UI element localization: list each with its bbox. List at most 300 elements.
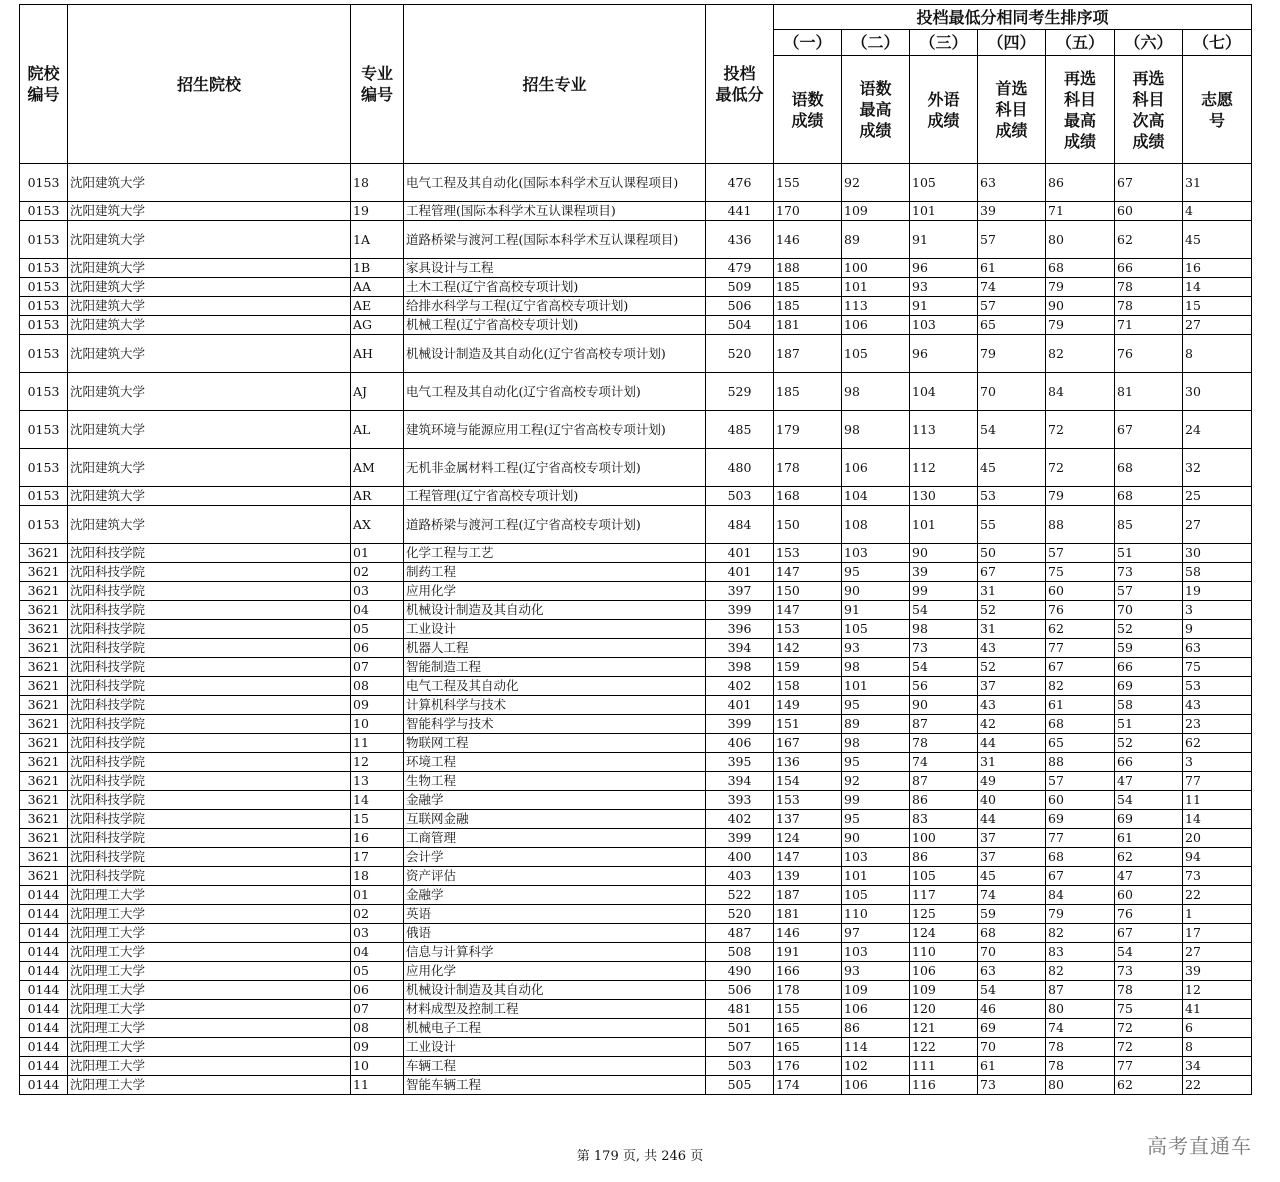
cell-sort-6: 81: [1115, 373, 1183, 411]
cell-sort-5: 75: [1046, 563, 1115, 582]
cell-sort-7: 94: [1183, 848, 1252, 867]
cell-sort-7: 8: [1183, 335, 1252, 373]
cell-sort-2: 98: [842, 734, 910, 753]
header-sort-num: （一）: [774, 30, 842, 56]
cell-school-code: 0153: [20, 297, 68, 316]
cell-sort-1: 151: [774, 715, 842, 734]
table-row: [20, 449, 1252, 487]
cell-major-name: 计算机科学与技术: [404, 696, 706, 715]
cell-sort-7: 27: [1183, 316, 1252, 335]
cell-sort-5: 57: [1046, 772, 1115, 791]
cell-sort-1: 153: [774, 544, 842, 563]
cell-sort-2: 110: [842, 905, 910, 924]
cell-sort-3: 91: [910, 297, 978, 316]
cell-sort-7: 9: [1183, 620, 1252, 639]
cell-sort-7: 32: [1183, 449, 1252, 487]
cell-major-name: 生物工程: [404, 772, 706, 791]
cell-sort-4: 67: [978, 563, 1046, 582]
header-major-code: 专业 编号: [351, 5, 404, 164]
cell-major-code: 08: [351, 677, 404, 696]
cell-major-name: 化学工程与工艺: [404, 544, 706, 563]
header-sort-num: （六）: [1115, 30, 1183, 56]
cell-school-name: 沈阳科技学院: [68, 829, 351, 848]
cell-major-code: 16: [351, 829, 404, 848]
cell-sort-1: 185: [774, 297, 842, 316]
table-row: [20, 943, 1252, 962]
table-row: [20, 753, 1252, 772]
cell-sort-4: 37: [978, 677, 1046, 696]
cell-major-code: 1A: [351, 221, 404, 259]
cell-sort-7: 14: [1183, 810, 1252, 829]
cell-major-code: 06: [351, 981, 404, 1000]
cell-school-name: 沈阳科技学院: [68, 791, 351, 810]
cell-sort-7: 27: [1183, 943, 1252, 962]
cell-sort-2: 98: [842, 373, 910, 411]
cell-min-score: 503: [706, 487, 774, 506]
cell-sort-4: 45: [978, 867, 1046, 886]
cell-sort-1: 178: [774, 449, 842, 487]
cell-sort-7: 14: [1183, 278, 1252, 297]
cell-min-score: 504: [706, 316, 774, 335]
cell-sort-1: 146: [774, 924, 842, 943]
cell-sort-4: 65: [978, 316, 1046, 335]
cell-major-code: 08: [351, 1019, 404, 1038]
cell-major-name: 工商管理: [404, 829, 706, 848]
cell-major-code: 02: [351, 905, 404, 924]
cell-sort-2: 95: [842, 563, 910, 582]
cell-min-score: 529: [706, 373, 774, 411]
cell-sort-5: 79: [1046, 487, 1115, 506]
cell-major-name: 俄语: [404, 924, 706, 943]
table-row: [20, 658, 1252, 677]
cell-school-code: 0153: [20, 259, 68, 278]
cell-sort-7: 41: [1183, 1000, 1252, 1019]
cell-sort-7: 75: [1183, 658, 1252, 677]
cell-min-score: 401: [706, 544, 774, 563]
cell-sort-1: 174: [774, 1076, 842, 1095]
cell-school-code: 0153: [20, 373, 68, 411]
cell-major-code: AH: [351, 335, 404, 373]
cell-sort-5: 78: [1046, 1057, 1115, 1076]
cell-min-score: 476: [706, 164, 774, 202]
cell-sort-4: 63: [978, 962, 1046, 981]
cell-min-score: 396: [706, 620, 774, 639]
table-row: [20, 582, 1252, 601]
cell-min-score: 403: [706, 867, 774, 886]
cell-sort-3: 130: [910, 487, 978, 506]
cell-sort-1: 187: [774, 886, 842, 905]
cell-school-code: 0153: [20, 221, 68, 259]
table-row: [20, 164, 1252, 202]
cell-sort-5: 67: [1046, 658, 1115, 677]
cell-school-code: 0153: [20, 335, 68, 373]
cell-sort-7: 53: [1183, 677, 1252, 696]
table-row: [20, 867, 1252, 886]
cell-sort-4: 37: [978, 829, 1046, 848]
cell-sort-3: 78: [910, 734, 978, 753]
cell-sort-1: 176: [774, 1057, 842, 1076]
cell-sort-4: 44: [978, 810, 1046, 829]
cell-sort-2: 109: [842, 981, 910, 1000]
cell-sort-4: 57: [978, 297, 1046, 316]
cell-sort-2: 106: [842, 1000, 910, 1019]
cell-major-name: 道路桥梁与渡河工程(辽宁省高校专项计划): [404, 506, 706, 544]
cell-sort-7: 17: [1183, 924, 1252, 943]
cell-major-name: 机械设计制造及其自动化(辽宁省高校专项计划): [404, 335, 706, 373]
cell-school-code: 0153: [20, 449, 68, 487]
cell-sort-6: 54: [1115, 791, 1183, 810]
cell-school-name: 沈阳建筑大学: [68, 259, 351, 278]
cell-min-score: 399: [706, 715, 774, 734]
cell-sort-1: 150: [774, 582, 842, 601]
cell-sort-4: 52: [978, 658, 1046, 677]
cell-major-code: 07: [351, 658, 404, 677]
cell-sort-4: 74: [978, 278, 1046, 297]
cell-major-code: 03: [351, 924, 404, 943]
table-row: [20, 278, 1252, 297]
cell-major-code: 18: [351, 164, 404, 202]
cell-min-score: 522: [706, 886, 774, 905]
cell-min-score: 401: [706, 696, 774, 715]
cell-sort-7: 8: [1183, 1038, 1252, 1057]
cell-school-name: 沈阳科技学院: [68, 639, 351, 658]
cell-school-code: 0144: [20, 924, 68, 943]
cell-major-name: 电气工程及其自动化(辽宁省高校专项计划): [404, 373, 706, 411]
table-row: [20, 696, 1252, 715]
table-row: [20, 639, 1252, 658]
table-row: [20, 772, 1252, 791]
cell-sort-3: 90: [910, 544, 978, 563]
cell-min-score: 395: [706, 753, 774, 772]
header-sort-num: （四）: [978, 30, 1046, 56]
cell-school-code: 3621: [20, 753, 68, 772]
cell-sort-5: 84: [1046, 373, 1115, 411]
cell-major-code: AG: [351, 316, 404, 335]
cell-sort-3: 54: [910, 658, 978, 677]
cell-sort-6: 47: [1115, 867, 1183, 886]
cell-major-code: AM: [351, 449, 404, 487]
table-row: [20, 848, 1252, 867]
cell-major-code: 1B: [351, 259, 404, 278]
table-row: [20, 506, 1252, 544]
table-row: [20, 677, 1252, 696]
cell-sort-7: 11: [1183, 791, 1252, 810]
cell-school-code: 3621: [20, 620, 68, 639]
cell-sort-2: 108: [842, 506, 910, 544]
cell-sort-7: 45: [1183, 221, 1252, 259]
cell-major-name: 道路桥梁与渡河工程(国际本科学术互认课程项目): [404, 221, 706, 259]
cell-sort-2: 95: [842, 696, 910, 715]
cell-sort-5: 80: [1046, 221, 1115, 259]
cell-sort-6: 59: [1115, 639, 1183, 658]
cell-sort-1: 146: [774, 221, 842, 259]
cell-sort-6: 66: [1115, 753, 1183, 772]
cell-school-name: 沈阳理工大学: [68, 924, 351, 943]
header-sort-num: （二）: [842, 30, 910, 56]
cell-sort-4: 74: [978, 886, 1046, 905]
cell-sort-1: 153: [774, 620, 842, 639]
table-row: [20, 886, 1252, 905]
cell-sort-3: 106: [910, 962, 978, 981]
page-number: 第 179 页, 共 246 页: [576, 1149, 704, 1164]
table-row: [20, 316, 1252, 335]
cell-sort-4: 70: [978, 373, 1046, 411]
cell-sort-5: 77: [1046, 639, 1115, 658]
cell-sort-5: 68: [1046, 848, 1115, 867]
cell-min-score: 507: [706, 1038, 774, 1057]
cell-sort-4: 45: [978, 449, 1046, 487]
cell-major-name: 环境工程: [404, 753, 706, 772]
header-sort-num: （五）: [1046, 30, 1115, 56]
cell-school-name: 沈阳建筑大学: [68, 221, 351, 259]
cell-sort-1: 188: [774, 259, 842, 278]
cell-major-code: 01: [351, 544, 404, 563]
cell-school-code: 0144: [20, 886, 68, 905]
cell-sort-2: 92: [842, 772, 910, 791]
cell-school-code: 3621: [20, 848, 68, 867]
cell-major-code: AJ: [351, 373, 404, 411]
cell-sort-1: 153: [774, 791, 842, 810]
table-row: [20, 962, 1252, 981]
cell-sort-7: 30: [1183, 544, 1252, 563]
cell-sort-1: 191: [774, 943, 842, 962]
cell-sort-2: 104: [842, 487, 910, 506]
cell-sort-3: 99: [910, 582, 978, 601]
cell-sort-3: 121: [910, 1019, 978, 1038]
cell-sort-7: 73: [1183, 867, 1252, 886]
header-sort-num: （七）: [1183, 30, 1252, 56]
cell-school-name: 沈阳科技学院: [68, 848, 351, 867]
cell-school-name: 沈阳科技学院: [68, 582, 351, 601]
cell-sort-1: 178: [774, 981, 842, 1000]
cell-sort-4: 50: [978, 544, 1046, 563]
table-row: [20, 297, 1252, 316]
cell-sort-3: 113: [910, 411, 978, 449]
table-row: [20, 601, 1252, 620]
cell-school-code: 0153: [20, 411, 68, 449]
cell-sort-7: 4: [1183, 202, 1252, 221]
cell-sort-6: 76: [1115, 335, 1183, 373]
table-row: [20, 221, 1252, 259]
cell-sort-2: 105: [842, 335, 910, 373]
cell-major-code: 14: [351, 791, 404, 810]
cell-school-code: 0144: [20, 943, 68, 962]
cell-school-name: 沈阳科技学院: [68, 696, 351, 715]
header-sort-item: 志愿 号: [1183, 56, 1252, 164]
cell-major-name: 信息与计算科学: [404, 943, 706, 962]
cell-school-code: 3621: [20, 582, 68, 601]
cell-sort-5: 65: [1046, 734, 1115, 753]
cell-school-code: 0144: [20, 981, 68, 1000]
cell-school-code: 0144: [20, 962, 68, 981]
cell-sort-1: 159: [774, 658, 842, 677]
cell-min-score: 402: [706, 810, 774, 829]
cell-sort-6: 70: [1115, 601, 1183, 620]
table-row: [20, 1038, 1252, 1057]
cell-sort-7: 12: [1183, 981, 1252, 1000]
header-sort-item: 外语 成绩: [910, 56, 978, 164]
cell-major-name: 工业设计: [404, 620, 706, 639]
cell-sort-5: 78: [1046, 1038, 1115, 1057]
cell-sort-7: 6: [1183, 1019, 1252, 1038]
cell-min-score: 406: [706, 734, 774, 753]
watermark: 高考直通车: [1147, 1134, 1252, 1158]
cell-sort-1: 149: [774, 696, 842, 715]
cell-sort-5: 87: [1046, 981, 1115, 1000]
cell-sort-6: 62: [1115, 221, 1183, 259]
cell-sort-3: 98: [910, 620, 978, 639]
cell-sort-5: 68: [1046, 715, 1115, 734]
cell-sort-1: 147: [774, 601, 842, 620]
cell-school-code: 0144: [20, 905, 68, 924]
cell-sort-6: 68: [1115, 487, 1183, 506]
cell-school-name: 沈阳建筑大学: [68, 373, 351, 411]
cell-major-name: 建筑环境与能源应用工程(辽宁省高校专项计划): [404, 411, 706, 449]
cell-school-code: 0153: [20, 506, 68, 544]
cell-sort-2: 99: [842, 791, 910, 810]
cell-major-code: 19: [351, 202, 404, 221]
cell-school-name: 沈阳建筑大学: [68, 202, 351, 221]
header-sort-group-title: 投档最低分相同考生排序项: [774, 5, 1252, 30]
cell-major-name: 工程管理(国际本科学术互认课程项目): [404, 202, 706, 221]
cell-school-name: 沈阳建筑大学: [68, 487, 351, 506]
cell-school-name: 沈阳科技学院: [68, 563, 351, 582]
table-row: [20, 924, 1252, 943]
cell-min-score: 506: [706, 981, 774, 1000]
cell-school-name: 沈阳建筑大学: [68, 164, 351, 202]
table-row: [20, 829, 1252, 848]
cell-sort-4: 43: [978, 696, 1046, 715]
cell-sort-6: 60: [1115, 886, 1183, 905]
cell-sort-3: 125: [910, 905, 978, 924]
cell-sort-4: 54: [978, 411, 1046, 449]
table-row: [20, 202, 1252, 221]
cell-sort-4: 43: [978, 639, 1046, 658]
cell-school-name: 沈阳科技学院: [68, 715, 351, 734]
cell-school-name: 沈阳建筑大学: [68, 411, 351, 449]
cell-major-code: 01: [351, 886, 404, 905]
cell-major-name: 机械设计制造及其自动化: [404, 981, 706, 1000]
cell-sort-6: 78: [1115, 981, 1183, 1000]
cell-sort-2: 103: [842, 544, 910, 563]
cell-sort-3: 73: [910, 639, 978, 658]
cell-school-code: 0144: [20, 1019, 68, 1038]
cell-sort-1: 166: [774, 962, 842, 981]
cell-min-score: 436: [706, 221, 774, 259]
cell-major-name: 物联网工程: [404, 734, 706, 753]
cell-sort-3: 83: [910, 810, 978, 829]
cell-sort-4: 57: [978, 221, 1046, 259]
cell-sort-1: 185: [774, 278, 842, 297]
cell-sort-7: 3: [1183, 753, 1252, 772]
cell-school-name: 沈阳理工大学: [68, 1038, 351, 1057]
cell-sort-7: 3: [1183, 601, 1252, 620]
cell-school-name: 沈阳理工大学: [68, 1076, 351, 1095]
cell-school-code: 0153: [20, 316, 68, 335]
cell-min-score: 480: [706, 449, 774, 487]
cell-sort-7: 23: [1183, 715, 1252, 734]
cell-sort-5: 82: [1046, 677, 1115, 696]
table-row: [20, 411, 1252, 449]
cell-sort-5: 60: [1046, 582, 1115, 601]
cell-major-name: 无机非金属材料工程(辽宁省高校专项计划): [404, 449, 706, 487]
table-row: [20, 1076, 1252, 1095]
table-header: [20, 5, 1252, 164]
cell-sort-4: 40: [978, 791, 1046, 810]
cell-sort-2: 103: [842, 943, 910, 962]
cell-sort-3: 54: [910, 601, 978, 620]
cell-sort-7: 1: [1183, 905, 1252, 924]
cell-sort-6: 52: [1115, 734, 1183, 753]
cell-major-name: 机械电子工程: [404, 1019, 706, 1038]
cell-sort-7: 39: [1183, 962, 1252, 981]
cell-sort-5: 61: [1046, 696, 1115, 715]
header-sort-item: 再选 科目 次高 成绩: [1115, 56, 1183, 164]
header-school-name: 招生院校: [68, 5, 351, 164]
cell-sort-1: 185: [774, 373, 842, 411]
cell-sort-7: 20: [1183, 829, 1252, 848]
cell-sort-2: 92: [842, 164, 910, 202]
cell-sort-3: 117: [910, 886, 978, 905]
cell-major-name: 金融学: [404, 886, 706, 905]
cell-sort-3: 39: [910, 563, 978, 582]
cell-school-name: 沈阳理工大学: [68, 943, 351, 962]
cell-sort-4: 52: [978, 601, 1046, 620]
cell-sort-7: 58: [1183, 563, 1252, 582]
header-sort-item: 语数 成绩: [774, 56, 842, 164]
cell-school-code: 3621: [20, 563, 68, 582]
cell-sort-2: 89: [842, 221, 910, 259]
header-school-code: 院校 编号: [20, 5, 68, 164]
cell-min-score: 503: [706, 1057, 774, 1076]
cell-sort-1: 154: [774, 772, 842, 791]
header-sort-item: 首选 科目 成绩: [978, 56, 1046, 164]
cell-sort-1: 147: [774, 848, 842, 867]
cell-sort-3: 105: [910, 867, 978, 886]
cell-min-score: 481: [706, 1000, 774, 1019]
cell-major-name: 制药工程: [404, 563, 706, 582]
cell-sort-2: 100: [842, 259, 910, 278]
cell-sort-4: 37: [978, 848, 1046, 867]
cell-sort-5: 62: [1046, 620, 1115, 639]
cell-sort-4: 31: [978, 753, 1046, 772]
cell-sort-3: 87: [910, 772, 978, 791]
cell-sort-3: 105: [910, 164, 978, 202]
cell-min-score: 399: [706, 829, 774, 848]
cell-major-name: 给排水科学与工程(辽宁省高校专项计划): [404, 297, 706, 316]
cell-school-code: 0144: [20, 1000, 68, 1019]
cell-sort-5: 90: [1046, 297, 1115, 316]
cell-min-score: 490: [706, 962, 774, 981]
cell-sort-2: 95: [842, 753, 910, 772]
cell-school-name: 沈阳理工大学: [68, 962, 351, 981]
cell-school-name: 沈阳科技学院: [68, 620, 351, 639]
cell-sort-6: 73: [1115, 962, 1183, 981]
cell-sort-1: 137: [774, 810, 842, 829]
cell-school-name: 沈阳科技学院: [68, 658, 351, 677]
cell-sort-5: 79: [1046, 316, 1115, 335]
cell-min-score: 487: [706, 924, 774, 943]
cell-sort-3: 122: [910, 1038, 978, 1057]
header-min-score: 投档 最低分: [706, 5, 774, 164]
cell-sort-7: 15: [1183, 297, 1252, 316]
cell-sort-6: 77: [1115, 1057, 1183, 1076]
cell-major-name: 土木工程(辽宁省高校专项计划): [404, 278, 706, 297]
cell-sort-7: 77: [1183, 772, 1252, 791]
cell-sort-1: 150: [774, 506, 842, 544]
cell-sort-7: 24: [1183, 411, 1252, 449]
cell-sort-4: 31: [978, 582, 1046, 601]
